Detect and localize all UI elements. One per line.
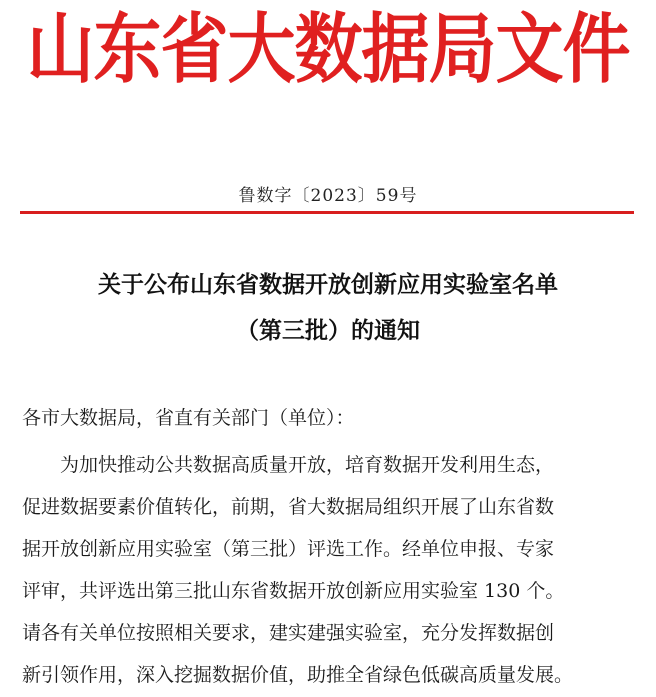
body-line: 据开放创新应用实验室（第三批）评选工作。经单位申报、专家 <box>22 538 555 560</box>
notice-title-line-1: 关于公布山东省数据开放创新应用实验室名单 <box>98 272 558 298</box>
body-line: 评审，共评选出第三批山东省数据开放创新应用实验室 130 个。 <box>22 580 565 602</box>
agency-header-title: 山东省大数据局文件 <box>26 6 630 95</box>
document-number: 鲁数字〔2023〕59号 <box>238 186 418 206</box>
body-line: 为加快推动公共数据高质量开放，培育数据开发利用生态， <box>60 454 555 476</box>
body-line: 请各有关单位按照相关要求，建实建强实验室，充分发挥数据创 <box>22 622 555 644</box>
body-line: 新引领作用，深入挖掘数据价值，助推全省绿色低碳高质量发展。 <box>22 664 574 686</box>
notice-title-line-2: （第三批）的通知 <box>236 318 420 344</box>
red-divider-line <box>20 211 634 214</box>
body-line: 促进数据要素价值转化，前期，省大数据局组织开展了山东省数 <box>22 496 555 518</box>
salutation: 各市大数据局，省直有关部门（单位）： <box>22 407 355 429</box>
